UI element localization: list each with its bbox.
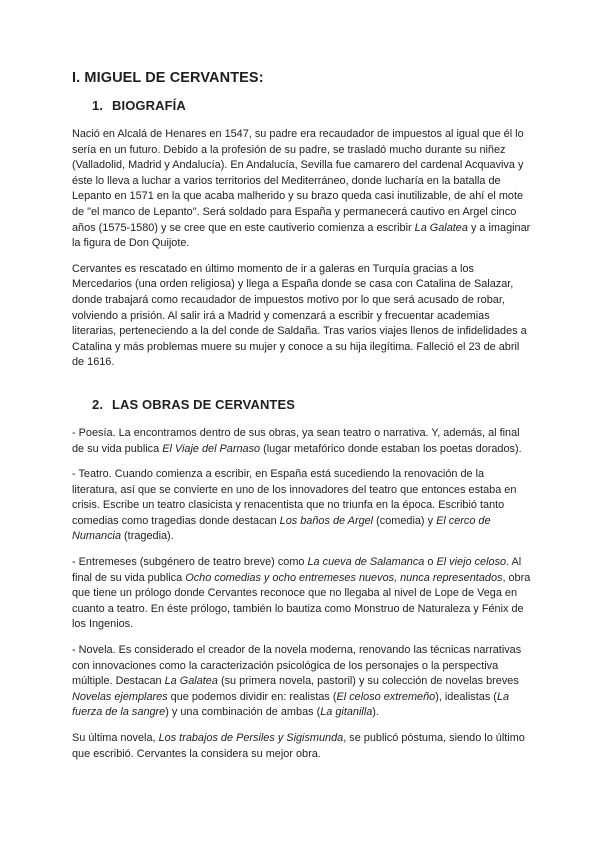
work-title: Los baños de Argel [279, 514, 374, 527]
main-heading: I. MIGUEL DE CERVANTES: [72, 70, 264, 86]
text-run: - Entremeses (subgénero de teatro breve) como [72, 556, 308, 569]
text-run: Nació en Alcalá de Henares en 1547, su padre era recaudador de impuestos al igual que él lo sería en un futuro. Debido a la profesión de su padre, se trasladó mucho durante su niñez (Valladolid, Madrid y Andalucía). En Andalucía, Sevilla fue camarero del cardenal Acquaviva y éste lo lleva a luchar a varios territorios del Mediterráneo, donde lucharía en la batalla de Lepanto en 1571 en la que acaba malherido y su brazo queda casi inutilizable, de ahí el mote de "el manco de Lepanto". Será soldado para España y permanecerá cautivo en Argel cinco años (1575-1580) y se cree que en este cautiverio comienza a escribir [72, 128, 524, 234]
work-title: El viejo celoso [436, 556, 507, 569]
work-title: Novelas ejemplares [72, 690, 168, 703]
paragraph-poesia [72, 426, 532, 457]
text-run: (lugar metafórico donde estaban los poetas dorados). [260, 442, 522, 455]
text-run: y a imaginar la figura de Don Quijote. [72, 221, 531, 250]
text-run: o [424, 556, 437, 569]
paragraph-biografia-1 [72, 127, 532, 252]
section-title: LAS OBRAS DE CERVANTES [112, 396, 296, 412]
paragraph-ultima-novela [72, 731, 532, 762]
work-title: La cueva de Salamanca [307, 556, 425, 569]
text-run: ), idealistas ( [435, 690, 497, 703]
text-run: - Poesía. La encontramos dentro de sus obras, ya sean teatro o narrativa. Y, además, al final de su vida publica [72, 426, 520, 455]
text-run: (tragedia). [121, 530, 174, 543]
work-title: La fuerza de la sangre [72, 690, 510, 719]
work-title: El Viaje del Parnaso [162, 442, 261, 455]
work-title: La gitanilla [320, 706, 373, 719]
paragraph-biografia-2: Cervantes es rescatado en último momento de ir a galeras en Turquía gracias a los Mercedarios (una orden religiosa) y llega a España donde se casa con Catalina de Salazar, donde trabajará como recaudador de impuestos motivo por lo que será acusado de robar, volviendo a prisión. Al salir irá a Madrid y comenzará a escribir y frecuentar academias literarias, perteneciendo a la del conde de Saldaña. Tras varios viajes llenos de infidelidades a Catalina y más problemas muere su mujer y conoce a su hija ilegítima. Falleció el 23 de abril de 1616. [72, 262, 527, 369]
work-title: El cerco de Numancia [72, 514, 491, 543]
text-run: Su última novela, [72, 732, 159, 744]
work-title: La Galatea [414, 221, 468, 234]
text-run: ) y una combinación de ambas ( [165, 706, 321, 719]
document-body [72, 70, 532, 772]
text-run: , obra que tiene un prólogo donde Cervantes reconoce que no llegaba al nivel de Lope de Vega en cuanto a teatro. En éste prólogo, también lo bautiza como Monstruo de Naturaleza y Fénix de los Ingenios. [72, 571, 531, 631]
paragraph-entremeses [72, 555, 532, 633]
paragraph-teatro [72, 467, 532, 545]
text-run: (su primera novela, pastoril) y su colección de novelas breves [217, 675, 519, 688]
section-number: 1. [92, 98, 104, 113]
work-title: El celoso extremeño [336, 690, 436, 703]
section-title: BIOGRAFÍA [112, 98, 186, 113]
paragraph-novela [72, 643, 532, 721]
text-run: . Al final de su vida publica [72, 556, 522, 584]
section-heading-biografia [92, 98, 532, 113]
section-number: 2. [92, 396, 104, 412]
spacer [72, 381, 532, 397]
work-title: La Galatea [164, 675, 218, 688]
text-run: ). [372, 706, 379, 719]
text-run: - Teatro. Cuando comienza a escribir, en España está sucediendo la renovación de la literatura, así que se convierte en uno de los innovadores del teatro que entonces estaba en crisis. Escribe un teatro clasicista y renacentista que no triunfa en la época. Escribió tanto comedias como tragedias donde destacan [72, 468, 517, 527]
section-heading-obras [92, 397, 532, 412]
text-run: (comedia) y [373, 514, 437, 527]
text-run: - Novela. Es considerado el creador de la novela moderna, renovando las técnicas narrativas con innovaciones como la caracterización psicológica de los personajes o la perspectiva múltiple. Destacan [72, 644, 522, 688]
work-title: Ocho comedias y ocho entremeses nuevos, nunca representados [185, 571, 503, 584]
work-title: Los trabajos de Persiles y Sigismunda [158, 732, 344, 744]
text-run: que podemos dividir en: realistas ( [167, 690, 337, 703]
text-run: , se publicó póstuma, siendo lo último que escribió. Cervantes la considera su mejor obra. [72, 732, 525, 760]
